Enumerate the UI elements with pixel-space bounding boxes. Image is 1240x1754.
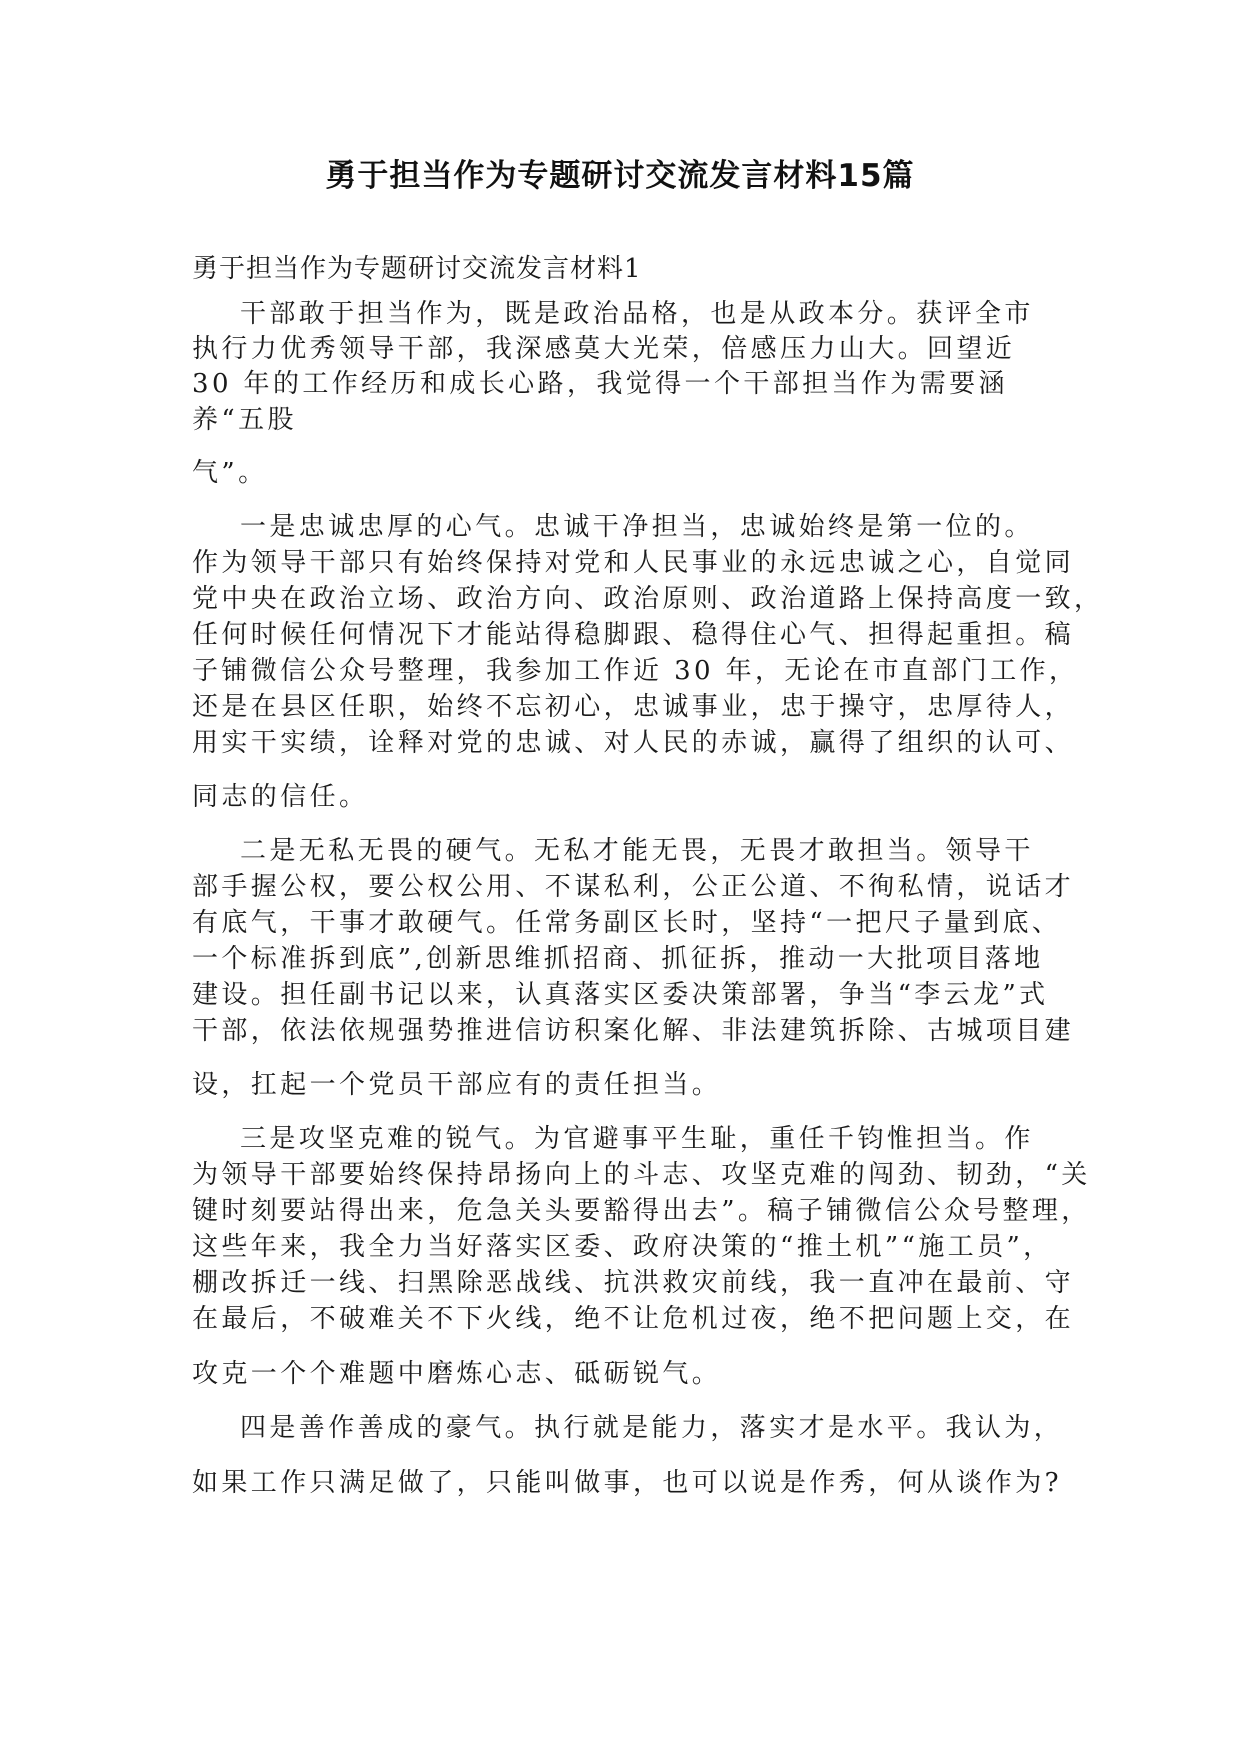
paragraph-line: 部手握公权，要公权公用、不谋私利，公正公道、不徇私情，说话才 [192,872,1075,902]
paragraph-line: 二是无私无畏的硬气。无私才能无畏，无畏才敢担当。领导干 [240,836,1034,866]
paragraph-line: 为领导干部要始终保持昂扬向上的斗志、攻坚克难的闯劲、韧劲，“关 [192,1160,1091,1190]
paragraph-line: 党中央在政治立场、政治方向、政治原则、政治道路上保持高度一致， [192,584,1104,614]
document-title: 勇于担当作为专题研讨交流发言材料15篇 [325,158,915,194]
paragraph-line: 三是攻坚克难的锐气。为官避事平生耻，重任千钧惟担当。作 [240,1124,1034,1154]
paragraph-line: 有底气，干事才敢硬气。任常务副区长时，坚持“一把尺子量到底、 [192,908,1062,938]
paragraph-line: 四是善作善成的豪气。执行就是能力，落实才是水平。我认为， [240,1413,1064,1443]
paragraph-line: 同志的信任。 [192,782,369,812]
paragraph-line: 键时刻要站得出来，危急关头要豁得出去”。稿子铺微信公众号整理， [192,1196,1091,1226]
paragraph-line: 30 年的工作经历和成长心路，我觉得一个干部担当作为需要涵 [192,369,1008,399]
paragraph-line: 还是在县区任职，始终不忘初心，忠诚事业，忠于操守，忠厚待人， [192,692,1075,722]
paragraph-line: 任何时候任何情况下才能站得稳脚跟、稳得住心气、担得起重担。稿 [192,620,1075,650]
paragraph-line: 用实干实绩，诠释对党的忠诚、对人民的赤诚，赢得了组织的认可、 [192,728,1075,758]
section-heading: 勇于担当作为专题研讨交流发言材料1 [192,254,642,284]
paragraph-line: 攻克一个个难题中磨炼心志、砥砺锐气。 [192,1359,722,1389]
paragraph-line: 如果工作只满足做了，只能叫做事，也可以说是作秀，何从谈作为? [192,1468,1062,1498]
paragraph-line: 建设。担任副书记以来，认真落实区委决策部署，争当“李云龙”式 [192,980,1049,1010]
paragraph-line: 干部敢于担当作为，既是政治品格，也是从政本分。获评全市 [240,299,1034,329]
paragraph-line: 干部，依法依规强势推进信访积案化解、非法建筑拆除、古城项目建 [192,1016,1075,1046]
paragraph-line: 作为领导干部只有始终保持对党和人民事业的永远忠诚之心，自觉同 [192,548,1075,578]
paragraph-line: 一是忠诚忠厚的心气。忠诚干净担当，忠诚始终是第一位的。 [240,512,1034,542]
paragraph-line: 在最后，不破难关不下火线，绝不让危机过夜，绝不把问题上交，在 [192,1304,1075,1334]
paragraph-line: 执行力优秀领导干部，我深感莫大光荣，倍感压力山大。回望近 [192,334,1016,364]
paragraph-line: 气”。 [192,458,268,488]
paragraph-line: 子铺微信公众号整理，我参加工作近 30 年，无论在市直部门工作， [192,656,1079,686]
paragraph-line: 养“五股 [192,405,297,435]
paragraph-line: 这些年来，我全力当好落实区委、政府决策的“推土机”“施工员”， [192,1232,1053,1262]
paragraph-line: 棚改拆迁一线、扫黑除恶战线、抗洪救灾前线，我一直冲在最前、守 [192,1268,1075,1298]
paragraph-line: 一个标准拆到底”,创新思维抓招商、抓征拆，推动一大批项目落地 [192,944,1044,974]
paragraph-line: 设，扛起一个党员干部应有的责任担当。 [192,1070,722,1100]
